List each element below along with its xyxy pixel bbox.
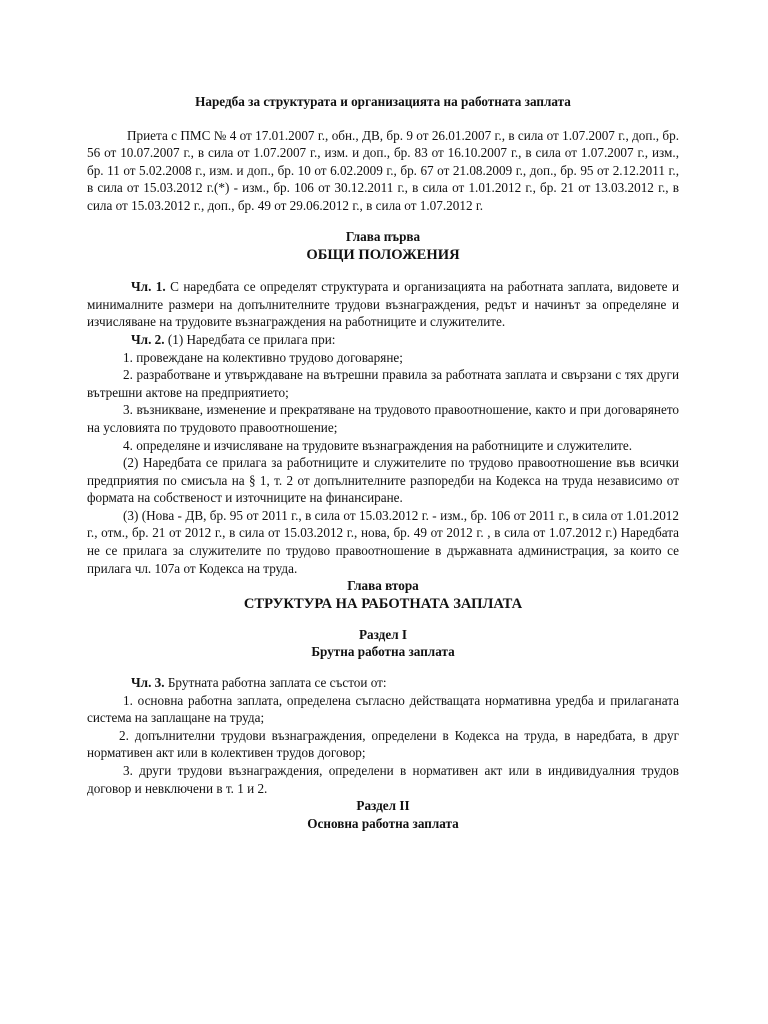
article-2-paragraph-3: (3) (Нова - ДВ, бр. 95 от 2011 г., в сила от 15.03.2012 г. - изм., бр. 106 от 2011 г., в сила от 1.01.2012 г., отм., бр. 21 от 2012 г., в сила от 15.03.2012 г., нова, бр. 49 от 2012 г. , в сила от 1.07.2012 г.) Наредбата не се прилага за служителите по трудово правоотношение в държавната администрация, за които се прилага чл. 107а от Кодекса на труда. xyxy=(87,507,679,576)
article-2-item: 3. възникване, изменение и прекратяване на трудовото правоотношение, както и при договарянето на условията по трудовото правоотношение; xyxy=(87,402,679,435)
spacer xyxy=(87,661,679,674)
spacer xyxy=(87,265,679,278)
article-2 xyxy=(87,331,679,349)
document-title: Наредба за структурата и организацията на работната заплата xyxy=(195,94,571,109)
article-3-label: Чл. 3. xyxy=(131,675,165,691)
article-2-text: (1) Наредбата се прилага при: xyxy=(164,331,336,347)
chapter-1-title: ОБЩИ ПОЛОЖЕНИЯ xyxy=(306,247,460,264)
chapter-2-label: Глава втора xyxy=(347,578,419,594)
adoption-note: Приета с ПМС № 4 от 17.01.2007 г., обн., ДВ, бр. 9 от 26.01.2007 г., в сила от 1.07.2007 г., доп., бр. 56 от 10.07.2007 г., в сила от 1.07.2007 г., изм. и доп., бр. 83 от 16.10.2007 г., в сила от 1.07.2007 г., изм., бр. 11 от 5.02.2008 г., изм. и доп., бр. 10 от 6.02.2009 г., бр. 67 от 21.08.2009 г., доп., бр. 95 от 2.12.2011 г., в сила от 15.03.2012 г.(*) - изм., бр. 106 от 30.12.2011 г., в сила от 1.01.2012 г., бр. 21 от 13.03.2012 г., в сила от 15.03.2012 г., доп., бр. 49 от 29.06.2012 г., в сила от 1.07.2012 г. xyxy=(87,127,679,213)
article-3-item: 2. допълнителни трудови възнаграждения, определени в Кодекса на труда, в наредбата, в друг нормативен акт или в колективен трудов договор; xyxy=(87,727,679,761)
article-1-text: С наредбата се определят структурата и организацията на работната заплата, видовете и минималните размери на допълнителните трудови възнаграждения, редът и начинът за определяне и изчисляване на трудовите възнаграждения на работниците и служителите. xyxy=(87,279,679,330)
article-2-paragraph-2: (2) Наредбата се прилага за работниците и служителите по трудово правоотношение във всички предприятия по смисъла на § 1, т. 2 от допълнителните разпоредби на Кодекса на труда независимо от формата на собственост и източниците на финансиране. xyxy=(87,455,679,506)
section-2-title: Основна работна заплата xyxy=(307,815,459,831)
article-1 xyxy=(87,278,679,331)
article-3 xyxy=(87,674,679,692)
section-1-label: Раздел I xyxy=(358,626,408,642)
article-2-item: 1. провеждане на колективно трудово договаряне; xyxy=(123,349,403,365)
section-1-title: Брутна работна заплата xyxy=(311,644,455,660)
article-3-item: 3. други трудови възнаграждения, определени в нормативен акт или в индивидуалния трудов договор и невключени в т. 1 и 2. xyxy=(87,763,679,796)
chapter-2-title: СТРУКТУРА НА РАБОТНАТА ЗАПЛАТА xyxy=(243,595,523,612)
article-2-item: 2. разработване и утвърждаване на вътрешни правила за работната заплата и свързани с тях други вътрешни актове на предприятието; xyxy=(87,367,679,400)
article-2-item: 4. определяне и изчисляване на трудовите възнаграждения на работниците и служителите. xyxy=(123,437,633,453)
article-3-text: Брутната работна заплата се състои от: xyxy=(164,675,387,691)
section-2-label: Раздел II xyxy=(356,798,410,814)
document-page xyxy=(87,90,679,832)
article-3-item: 1. основна работна заплата, определена съгласно действащата нормативна уредба и прилаганата система на заплащане на труда; xyxy=(87,692,679,726)
article-2-label: Чл. 2. xyxy=(131,331,165,347)
chapter-1-label: Глава първа xyxy=(345,228,421,244)
article-1-label: Чл. 1. xyxy=(131,279,166,295)
